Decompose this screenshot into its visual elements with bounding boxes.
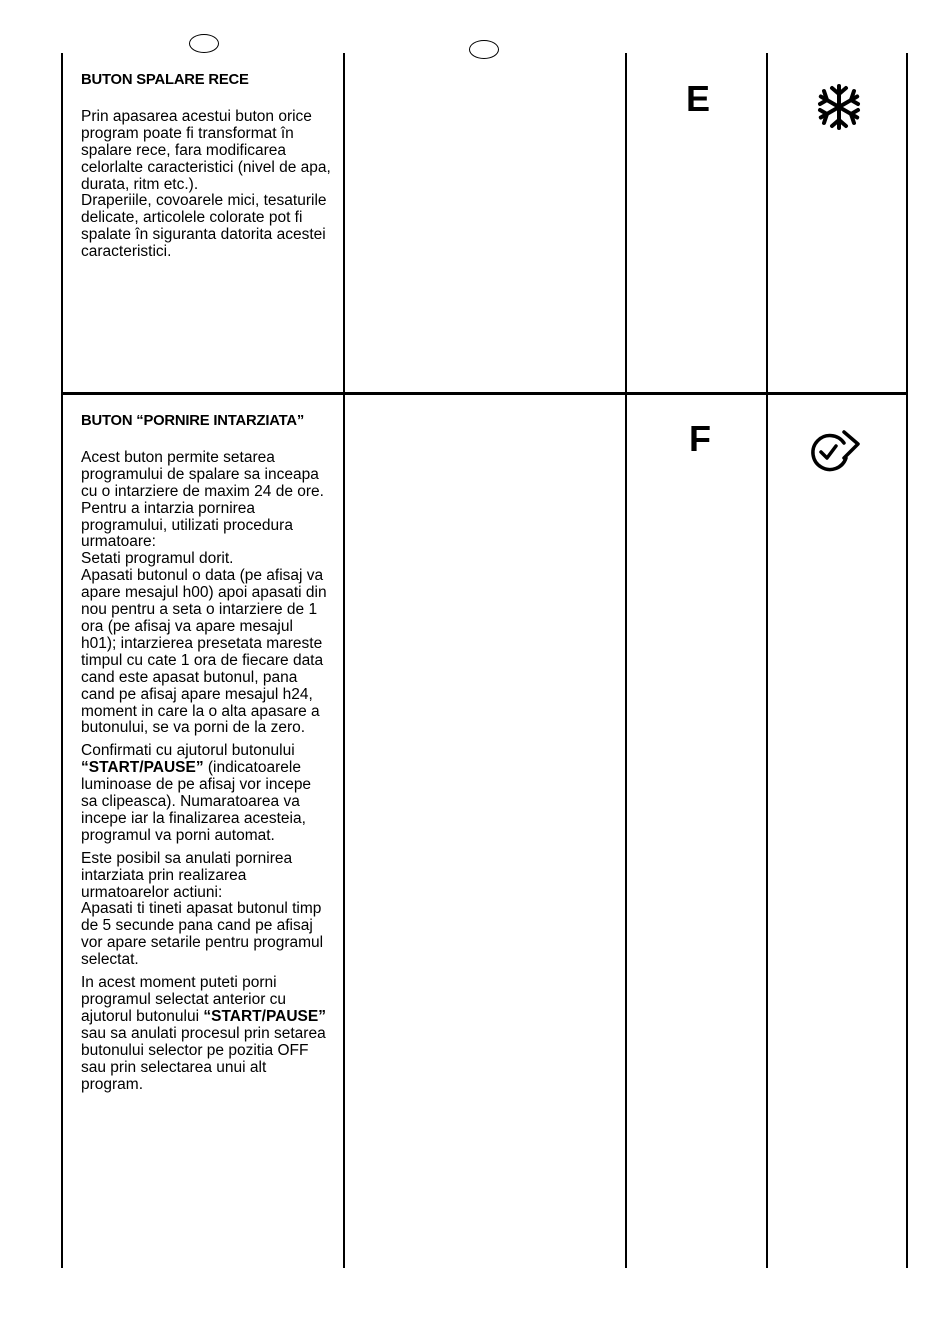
paragraph: Pentru a intarzia pornirea programului, utilizati procedura urmatoare: <box>81 499 293 551</box>
table-border-right <box>906 53 908 1268</box>
paragraph: Apasati butonul o data (pe afisaj va apare mesajul h00) apoi apasati din nou pentru a seta o intarziere de 1 ora (pe afisaj va apare mesajul h01); intarzierea presetata mareste timpul cu cate 1 ora de fiecare data cand este apasat butonul, pana cand pe afisaj apare mesajul h24, moment in care la o alta apasare a butonului, se va porni de la zero. <box>81 567 327 737</box>
language-marker-left <box>189 34 219 53</box>
paragraph: In acest moment puteti porni programul selectat anterior cu ajutorul butonului “START/PAUSE” sau sa anulati procesul prin setarea butonului selector pe pozitia OFF sau prin selectarea unui alt program. <box>81 974 326 1093</box>
paragraph: Apasati ti tineti apasat butonul timp de 5 secunde pana cand pe afisaj vor apare setarile pentru programul selectat. <box>81 900 324 969</box>
button-letter-f: F <box>689 418 711 459</box>
column-divider-1 <box>343 53 345 1268</box>
delay-timer-icon <box>806 428 864 474</box>
table-border-left <box>61 53 63 1268</box>
paragraph: Confirmati cu ajutorul butonului “START/PAUSE” (indicatoarele luminoase de pe afisaj vor incepe sa clipeasca). Numaratoarea va incepe iar la finalizarea acesteia, programul va porni automat. <box>81 742 312 844</box>
paragraph: Draperiile, covoarele mici, tesaturile delicate, articolele colorate pot fi spalate în siguranta datorita acestei caracteristici. <box>81 192 327 261</box>
snowflake-icon <box>814 82 864 132</box>
paragraph: Prin apasarea acestui buton orice program poate fi transformat în spalare rece, fara modificarea celorlalte caracteristici (nivel de apa, durata, ritm etc.). <box>81 107 331 193</box>
section-cold-wash <box>81 72 331 261</box>
paragraph: Setati programul dorit. <box>81 550 234 568</box>
paragraph: Acest buton permite setarea programului de spalare sa inceapa cu o intarziere de maxim 24 de ore. <box>81 448 324 500</box>
language-marker-right <box>469 40 499 59</box>
section-heading: BUTON “PORNIRE INTARZIATA” <box>81 413 305 429</box>
column-divider-3 <box>766 53 768 1268</box>
paragraph: Este posibil sa anulati pornirea intarziata prin realizarea urmatoarelor actiuni: <box>81 849 293 901</box>
row-divider <box>62 392 907 395</box>
section-delayed-start <box>81 413 331 1093</box>
button-letter-e: E <box>686 78 711 119</box>
column-divider-2 <box>625 53 627 1268</box>
section-heading: BUTON SPALARE RECE <box>81 72 249 88</box>
